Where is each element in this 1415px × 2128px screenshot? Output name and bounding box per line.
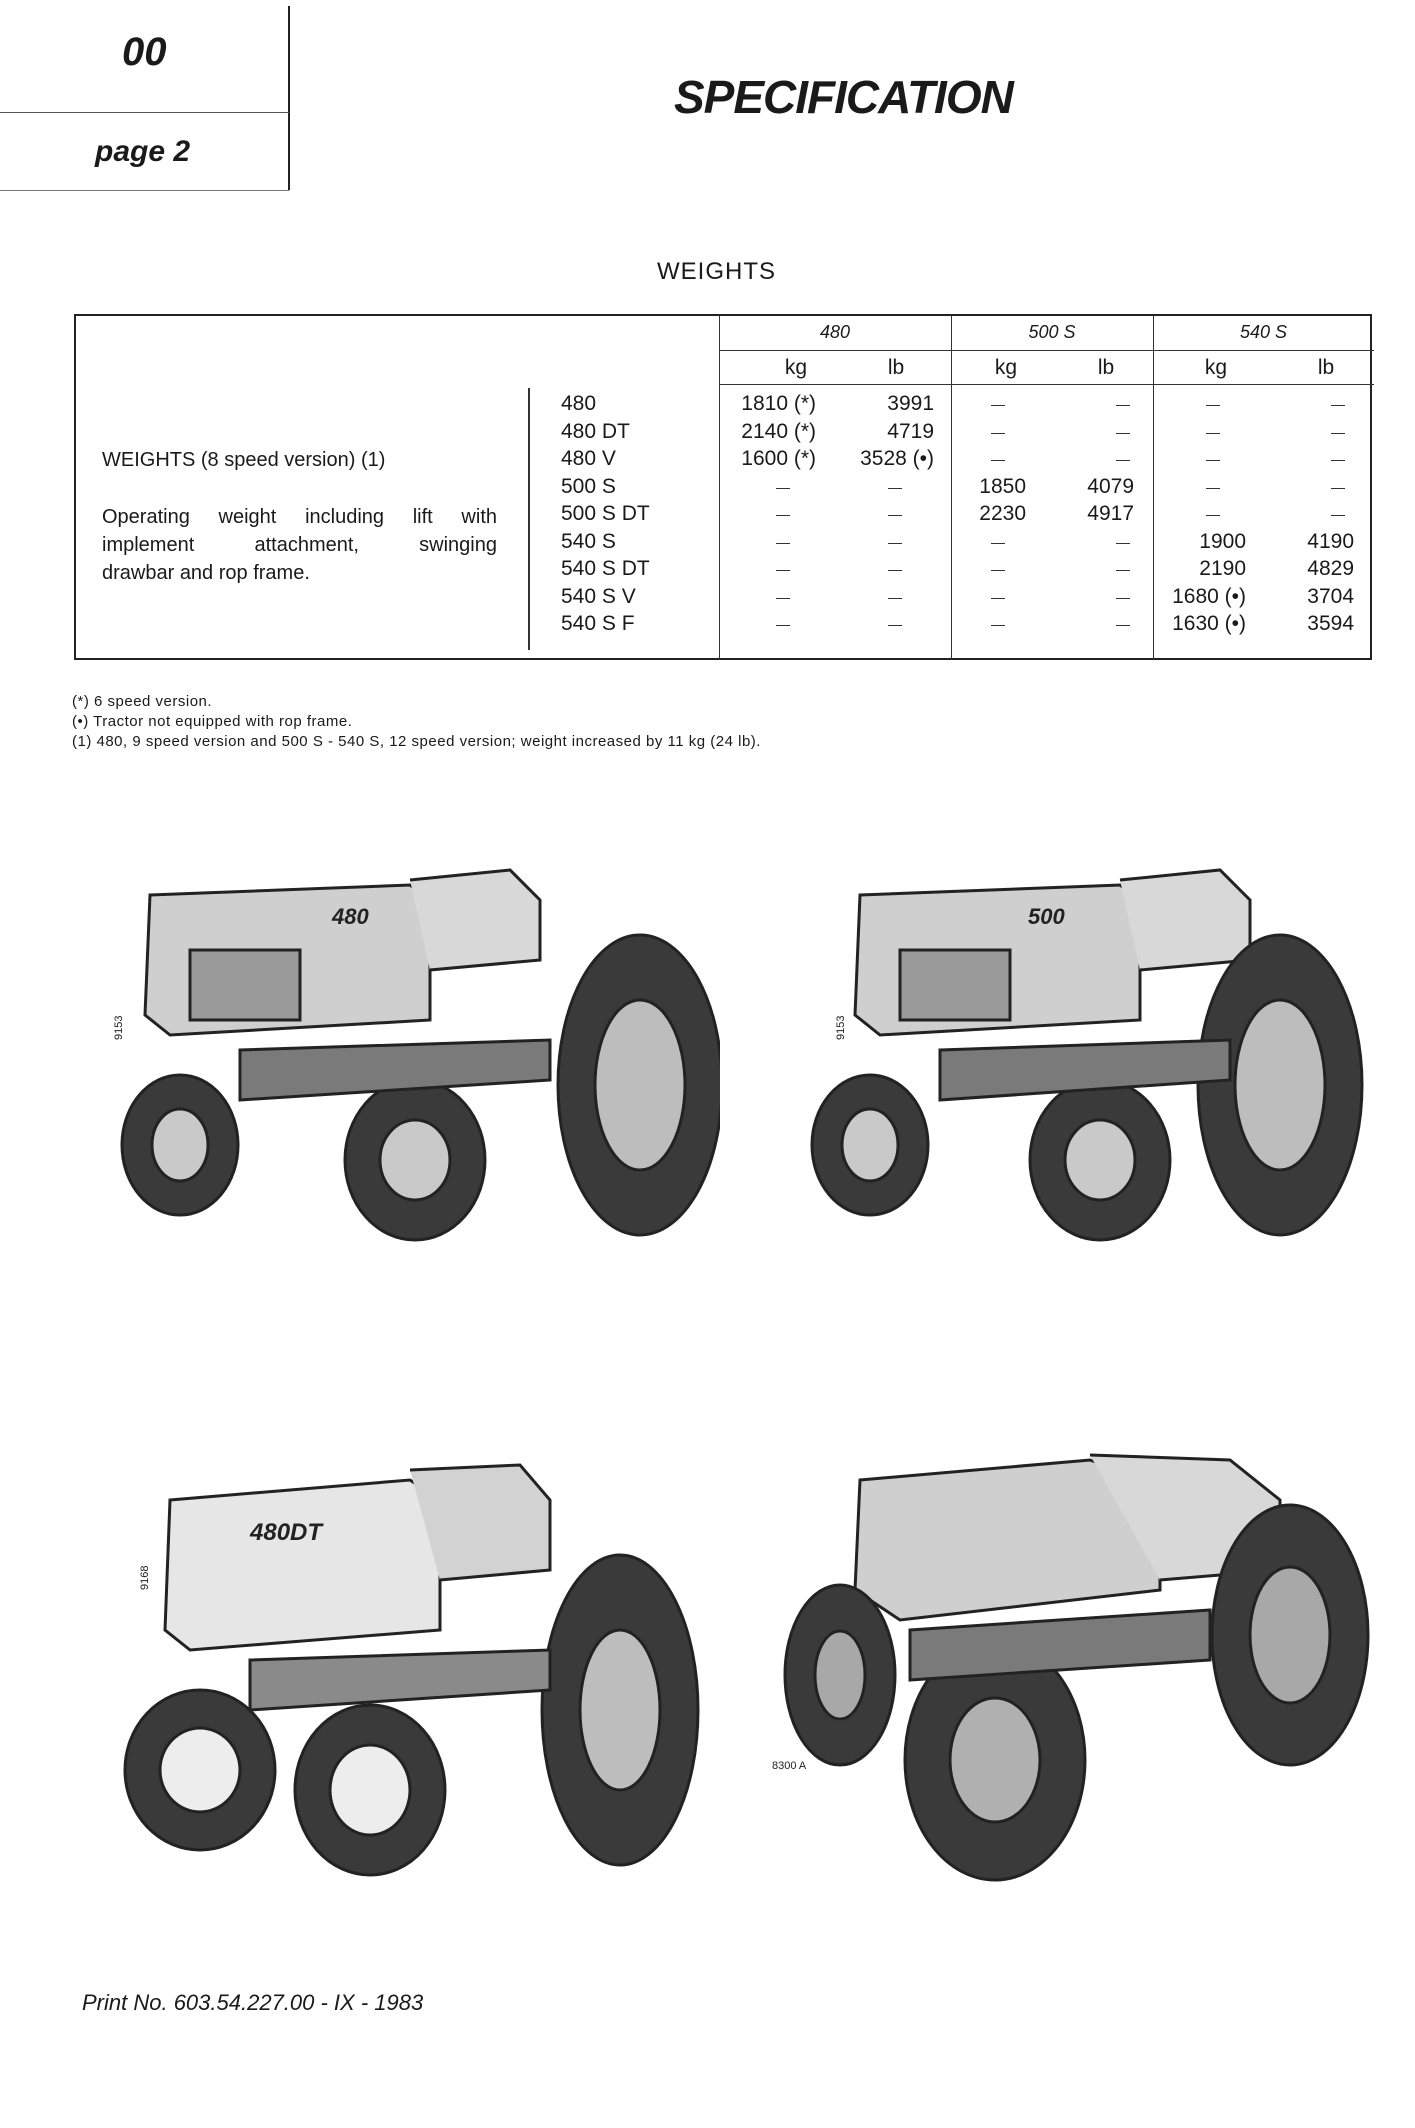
footnote: (1) 480, 9 speed version and 500 S - 540 S, 12 speed version; weight increased by 11 kg (24 lb).: [72, 733, 761, 750]
weights-table: [74, 314, 1372, 660]
empty-cell-dash: [991, 625, 1005, 626]
row-model: 480 DT: [561, 419, 630, 443]
cell-value: 4719: [887, 419, 934, 443]
weights-description-title: WEIGHTS (8 speed version) (1): [102, 449, 386, 471]
tractor-badge: 480: [332, 904, 369, 929]
empty-cell-dash: [776, 598, 790, 599]
empty-cell-dash: [1206, 433, 1220, 434]
weights-description-line: Operating weight including lift with: [102, 506, 497, 528]
photo-code: 9168: [139, 1565, 151, 1590]
cell-value: 4917: [1087, 502, 1134, 525]
cell-value: 3594: [1307, 612, 1354, 635]
empty-cell-dash: [991, 405, 1005, 406]
unit-header: kg: [994, 356, 1018, 379]
empty-cell-dash: [1206, 488, 1220, 489]
cell-value: 4079: [1087, 474, 1134, 498]
row-model: 480: [561, 392, 597, 415]
cell-value: 2140 (*): [741, 419, 816, 443]
empty-cell-dash: [888, 570, 902, 571]
cell-value: 2190: [1199, 557, 1246, 580]
empty-cell-dash: [1206, 460, 1220, 461]
empty-cell-dash: [776, 625, 790, 626]
empty-cell-dash: [1116, 460, 1130, 461]
table-rule: [528, 388, 530, 650]
empty-cell-dash: [776, 488, 790, 489]
tractor-badge: 500: [1028, 904, 1065, 929]
row-model: 540 S DT: [561, 557, 650, 580]
table-rule: [719, 384, 1374, 385]
empty-cell-dash: [991, 460, 1005, 461]
cell-value: 4829: [1307, 557, 1354, 580]
footnote: (•) Tractor not equipped with rop frame.: [72, 713, 353, 730]
print-number: Print No. 603.54.227.00 - IX - 1983: [82, 1990, 424, 2015]
header-bottom-rule: [0, 190, 289, 191]
photo-code: 9153: [835, 1015, 847, 1040]
photo-code: 9153: [113, 1015, 125, 1040]
weights-description-line: implement attachment, swinging: [102, 534, 497, 556]
photo-code: 8300 A: [772, 1760, 807, 1772]
unit-header: lb: [1317, 356, 1335, 379]
unit-header: kg: [784, 356, 808, 379]
empty-cell-dash: [888, 598, 902, 599]
cell-value: 3704: [1307, 584, 1354, 608]
cell-value: 1810 (*): [741, 392, 816, 415]
empty-cell-dash: [776, 515, 790, 516]
empty-cell-dash: [991, 433, 1005, 434]
group-header-480: 480: [819, 322, 851, 342]
empty-cell-dash: [1331, 515, 1345, 516]
empty-cell-dash: [888, 625, 902, 626]
empty-cell-dash: [991, 570, 1005, 571]
header-divider-vertical: [288, 6, 290, 190]
empty-cell-dash: [1331, 433, 1345, 434]
cell-value: 1900: [1199, 529, 1246, 553]
empty-cell-dash: [1206, 405, 1220, 406]
page-title: SPECIFICATION: [674, 71, 1013, 123]
table-rule: [719, 316, 720, 660]
row-model: 540 S: [561, 529, 616, 553]
row-model: 500 S: [561, 474, 616, 498]
group-header-540s: 540 S: [1239, 322, 1288, 342]
cell-value: 1630 (•): [1172, 612, 1246, 635]
empty-cell-dash: [888, 543, 902, 544]
weights-description-line: drawbar and rop frame.: [102, 562, 310, 584]
empty-cell-dash: [1331, 460, 1345, 461]
unit-header: kg: [1204, 356, 1228, 379]
tractor-badge: 480DT: [250, 1519, 323, 1546]
header-divider: [0, 112, 289, 113]
cell-value: 2230: [979, 502, 1026, 525]
empty-cell-dash: [1331, 405, 1345, 406]
empty-cell-dash: [1116, 433, 1130, 434]
unit-header: lb: [887, 356, 905, 379]
cell-value: 3528 (•): [860, 447, 934, 470]
empty-cell-dash: [776, 543, 790, 544]
section-number: 00: [122, 30, 167, 74]
tractor-photo-500s: [760, 840, 1380, 1260]
cell-value: 3991: [887, 392, 934, 415]
empty-cell-dash: [1331, 488, 1345, 489]
row-model: 500 S DT: [561, 502, 650, 525]
tractor-photo-540s: [760, 1420, 1380, 1920]
group-header-500s: 500 S: [1028, 322, 1076, 342]
cell-value: 1850: [979, 474, 1026, 498]
empty-cell-dash: [1116, 405, 1130, 406]
cell-value: 1600 (*): [741, 447, 816, 470]
empty-cell-dash: [991, 543, 1005, 544]
row-model: 540 S F: [561, 612, 635, 635]
cell-value: 1680 (•): [1172, 584, 1246, 608]
empty-cell-dash: [991, 598, 1005, 599]
row-model: 480 V: [561, 447, 616, 470]
tractor-photo-480: [80, 840, 720, 1260]
footnote: (*) 6 speed version.: [72, 693, 213, 710]
empty-cell-dash: [776, 570, 790, 571]
table-rule: [719, 350, 1374, 351]
unit-header: lb: [1097, 356, 1115, 379]
row-model: 540 S V: [561, 584, 636, 608]
table-title: WEIGHTS: [657, 258, 776, 285]
page-number: page 2: [95, 135, 191, 168]
tractor-photo-480dt: [80, 1440, 720, 1910]
cell-value: 4190: [1307, 529, 1354, 553]
empty-cell-dash: [1206, 515, 1220, 516]
